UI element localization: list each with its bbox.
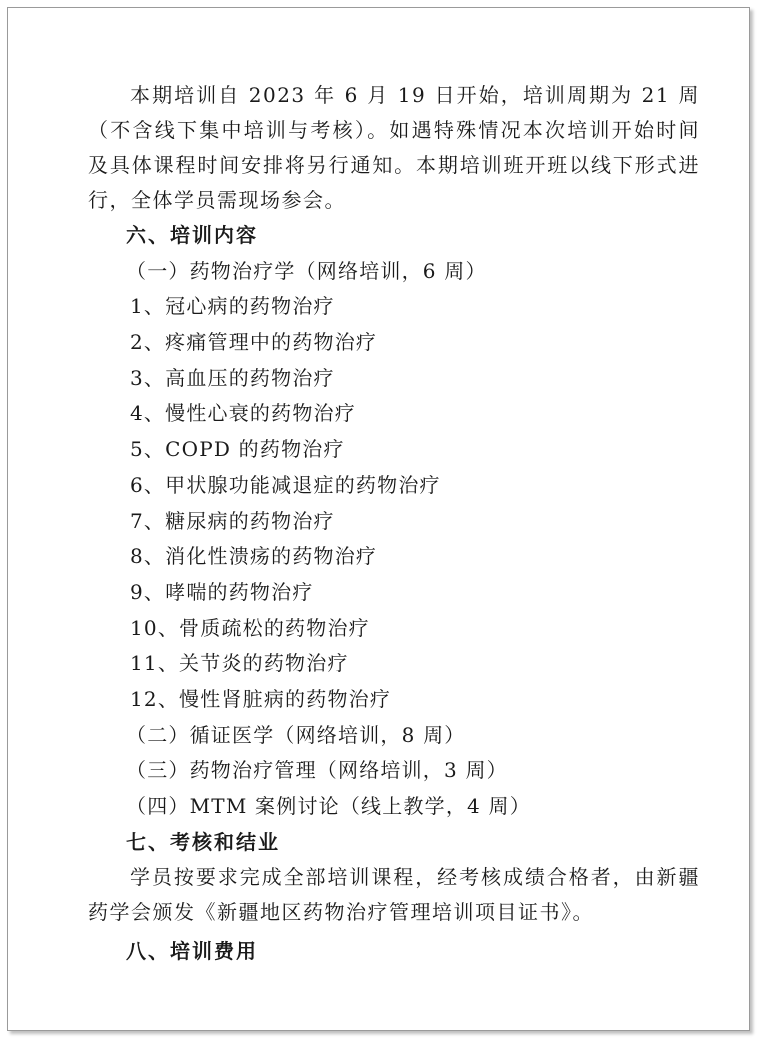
list-item: 5、COPD 的药物治疗 (130, 437, 345, 462)
section-8-heading: 八、培训费用 (126, 939, 258, 964)
list-item: 7、糖尿病的药物治疗 (130, 508, 335, 533)
list-item: 3、高血压的药物治疗 (130, 365, 335, 390)
list-item: 9、哮喘的药物治疗 (130, 579, 314, 604)
list-item: 2、疼痛管理中的药物治疗 (130, 330, 378, 355)
section-6-subheading-3: （三）药物治疗管理（网络培训，3 周） (126, 758, 508, 783)
document-page (7, 7, 750, 1031)
list-item: 11、关节炎的药物治疗 (130, 651, 349, 676)
section-6-subheading-1: （一）药物治疗学（网络培训，6 周） (126, 258, 487, 283)
section-6-heading: 六、培训内容 (126, 223, 258, 247)
list-item: 4、慢性心衰的药物治疗 (130, 401, 356, 426)
list-item: 8、消化性溃疡的药物治疗 (130, 544, 378, 569)
list-item: 1、冠心病的药物治疗 (130, 294, 335, 319)
intro-paragraph: 本期培训自 2023 年 6 月 19 日开始，培训周期为 21 周（不含线下集中培训与考核）。如遇特殊情况本次培训开始时间及具体课程时间安排将另行通知。本期培训班开班以线下形式进行，全体学员需现场参会。 (88, 83, 700, 212)
section-7-paragraph: 学员按要求完成全部培训课程，经考核成绩合格者，由新疆药学会颁发《新疆地区药物治疗管理培训项目证书》。 (88, 865, 700, 925)
list-item: 12、慢性肾脏病的药物治疗 (130, 686, 392, 711)
section-6-subheading-2: （二）循证医学（网络培训，8 周） (126, 722, 466, 747)
list-item: 10、骨质疏松的药物治疗 (130, 615, 370, 640)
list-item: 6、甲状腺功能减退症的药物治疗 (130, 472, 441, 497)
section-6-subheading-4: （四）MTM 案例讨论（线上教学，4 周） (126, 794, 531, 818)
document-content (88, 78, 700, 970)
section-7-heading: 七、考核和结业 (126, 829, 280, 854)
